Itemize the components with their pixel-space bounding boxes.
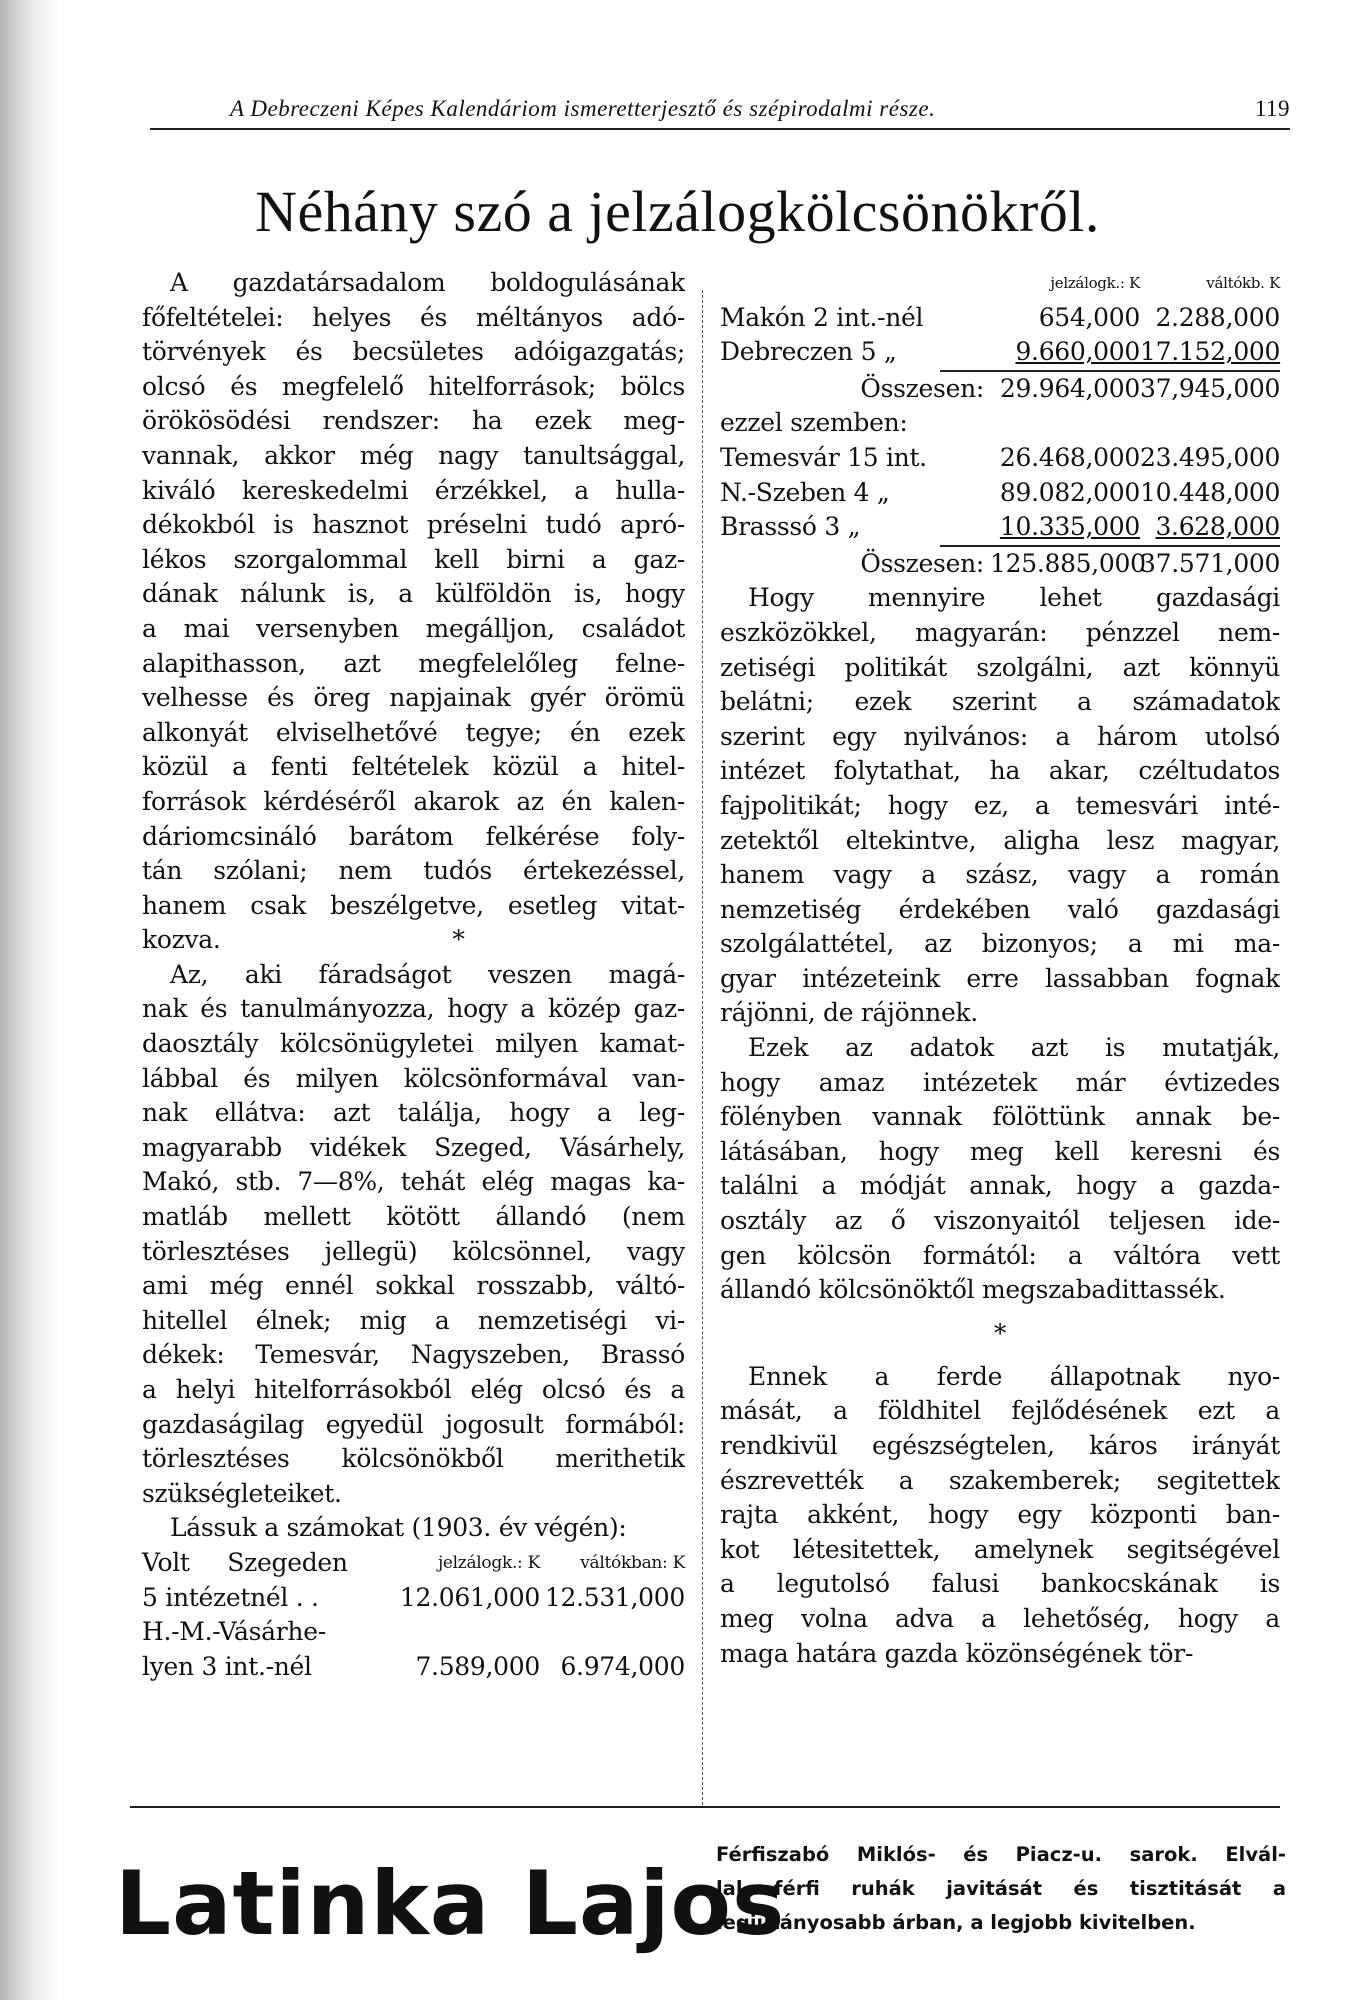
running-head bbox=[150, 90, 1290, 130]
table-row bbox=[720, 301, 1280, 336]
table-row bbox=[720, 335, 1280, 370]
text-line: alkonyát elviselhetővé tegye; én ezek bbox=[142, 717, 685, 747]
text-line: vannak, akkor még nagy tanultsággal, bbox=[142, 440, 685, 470]
text-line: nemzetiség érdekében való gazdasági bbox=[720, 894, 1280, 924]
text-line: szükségleteiket. bbox=[142, 1478, 342, 1508]
text-line: nak és tanulmányozza, hogy a közép gaz- bbox=[142, 994, 685, 1024]
text-line: törlesztéses kölcsönökből merithetik bbox=[142, 1444, 685, 1474]
text-line: törlesztéses jellegü) kölcsönnel, vagy bbox=[142, 1236, 685, 1266]
text-line: velhesse és öreg napjainak gyér örömü bbox=[142, 683, 685, 713]
text-line: szerint egy nyilvános: a három utolsó bbox=[720, 721, 1280, 751]
text-line: dékek: Temesvár, Nagyszeben, Brassó bbox=[142, 1340, 685, 1370]
text-line: tán szólani; nem tudós értekezéssel, bbox=[142, 856, 685, 886]
mortgage-value: 10.335,000 bbox=[999, 512, 1140, 542]
text-line: szolgálattétel, az bizonyos; a mi ma- bbox=[720, 929, 1280, 959]
row-label: lyen 3 int.-nél bbox=[142, 1651, 312, 1681]
text-line: hanem csak beszélgetve, esetleg vitat- bbox=[142, 890, 685, 920]
total-bills: 37.571,000 bbox=[1140, 548, 1281, 578]
text-line: dának nálunk is, a külföldön is, hogy bbox=[142, 579, 685, 609]
text-line: kot létesitettek, amelynek segitségével bbox=[720, 1534, 1280, 1564]
header-rule bbox=[150, 128, 1290, 130]
column-divider bbox=[702, 290, 703, 1805]
row-label: Debreczen 5 „ bbox=[720, 337, 897, 367]
table-total-row bbox=[720, 372, 1280, 407]
text-line: közül a fenti feltételek közül a hitel- bbox=[142, 752, 685, 782]
left-paragraph-1 bbox=[142, 266, 685, 958]
col-header-bills: váltókban: K bbox=[580, 1552, 685, 1573]
advertisement-text bbox=[716, 1838, 1286, 1940]
table-total-row bbox=[720, 547, 1280, 582]
text-line: fölényben vannak fölöttünk annak be- bbox=[720, 1102, 1280, 1132]
text-line: rájönni, de rájönnek. bbox=[720, 998, 978, 1028]
text-line: Az, aki fáradságot veszen magá- bbox=[170, 959, 685, 989]
text-line: látásában, hogy meg kell keresni és bbox=[720, 1136, 1280, 1166]
bills-value: 3.628,000 bbox=[1155, 512, 1280, 542]
text-line: főfeltételei: helyes és méltányos adó- bbox=[142, 302, 685, 332]
text-line: zetektől eltekintve, aligha lesz magyar, bbox=[720, 825, 1280, 855]
right-paragraph-3 bbox=[720, 1360, 1280, 1671]
table-row bbox=[720, 476, 1280, 511]
table-row bbox=[720, 441, 1280, 476]
text-line: gen kölcsön formától: a váltóra vett bbox=[720, 1240, 1280, 1270]
text-line: hanem vagy a szász, vagy a román bbox=[720, 860, 1280, 890]
mortgage-value: 26.468,000 bbox=[999, 442, 1140, 472]
text-line: Ennek a ferde állapotnak nyo- bbox=[748, 1361, 1280, 1391]
table-header-row bbox=[720, 266, 1280, 301]
text-line: törvények és becsületes adóigazgatás; bbox=[142, 337, 685, 367]
advertiser-name: Latinka Lajos bbox=[115, 1852, 786, 1955]
section-separator: * bbox=[452, 925, 465, 955]
text-line: a helyi hitelforrásokból elég olcsó és a bbox=[142, 1375, 685, 1404]
text-line: gazdaságilag egyedül jogosult formából: bbox=[142, 1409, 685, 1439]
row-label: Temesvár 15 int. bbox=[720, 442, 927, 472]
bills-value: 23.495,000 bbox=[1140, 442, 1281, 472]
text-line: alapithasson, azt megfelelőleg felne- bbox=[142, 648, 685, 678]
article-title: Néhány szó a jelzálogkölcsönökről. bbox=[255, 179, 1100, 244]
text-line: lékos szorgalommal kell birni a gaz- bbox=[142, 544, 685, 574]
text-line: találni a módját annak, hogy a gazda- bbox=[720, 1171, 1280, 1201]
text-line: zetiségi politikát szolgálni, azt könnyü bbox=[720, 652, 1280, 682]
bills-value: 10.448,000 bbox=[1140, 477, 1281, 507]
text-line: Ezek az adatok azt is mutatják, bbox=[748, 1033, 1280, 1063]
right-paragraph-2 bbox=[720, 1031, 1280, 1308]
row-label: Makón 2 int.-nél bbox=[720, 302, 924, 332]
text-line: Makó, stb. 7—8%, tehát elég magas ka- bbox=[142, 1167, 685, 1197]
text-line: olcsó és megfelelő hitelforrások; bölcs bbox=[142, 371, 685, 401]
col-header-mortgage: jelzálogk.: K bbox=[1050, 274, 1140, 292]
text-line: rajta akként, hogy egy központi ban- bbox=[720, 1500, 1280, 1530]
text-line: lábbal és milyen kölcsönformával van- bbox=[142, 1063, 685, 1093]
text-line: dáriomcsináló barátom felkérése foly- bbox=[142, 821, 685, 851]
mortgage-value: 12.061,000 bbox=[399, 1582, 540, 1612]
text-line: kiváló kereskedelmi érzékkel, a hulla- bbox=[142, 475, 685, 505]
col-header-mortgage: jelzálogk.: K bbox=[437, 1552, 540, 1573]
text-line: matláb mellett kötött állandó (nem bbox=[142, 1202, 685, 1232]
total-mortgage: 125.885,000 bbox=[990, 548, 1146, 578]
text-line: források kérdéséről akarok az én kalen- bbox=[142, 786, 685, 816]
text-line: hitellel élnek; mig a nemzetiségi vi- bbox=[142, 1305, 685, 1335]
text-line: meg volna adva a lehetőség, hogy a bbox=[720, 1603, 1280, 1633]
table-row bbox=[720, 510, 1280, 545]
text-line: belátni; ezek szerint a számadatok bbox=[720, 687, 1280, 717]
left-column bbox=[142, 266, 685, 1684]
text-line: osztály az ő viszonyaitól teljesen ide- bbox=[720, 1206, 1280, 1236]
bills-value: 2.288,000 bbox=[1155, 302, 1280, 332]
text-line: A gazdatársadalom boldogulásának bbox=[170, 268, 685, 297]
advertisement-rule bbox=[130, 1806, 1280, 1808]
ad-text-line: legjutányosabb árban, a legjobb kivitelben. bbox=[716, 1911, 1196, 1934]
text-line: állandó kölcsönöktől megszabadittassék. bbox=[720, 1275, 1226, 1305]
left-paragraph-3-intro: Lássuk a számokat (1903. év végén): bbox=[170, 1513, 627, 1543]
row-label: N.-Szeben 4 „ bbox=[720, 477, 890, 507]
mortgage-value: 89.082,000 bbox=[999, 477, 1140, 507]
text-line: észrevették a szakemberek; segitettek bbox=[720, 1465, 1280, 1495]
text-line: Hogy mennyire lehet gazdasági bbox=[748, 583, 1280, 613]
row-label: H.-M.-Vásárhe- bbox=[142, 1617, 326, 1647]
total-label: Összesen: bbox=[860, 548, 984, 578]
text-line: ami még ennél sokkal rosszabb, váltó- bbox=[142, 1271, 685, 1301]
text-line: nak ellátva: azt találja, hogy a leg- bbox=[142, 1098, 685, 1128]
text-line: maga határa gazda közönségének tör- bbox=[720, 1638, 1194, 1668]
right-paragraph-1 bbox=[720, 581, 1280, 1031]
bills-value: 6.974,000 bbox=[560, 1651, 685, 1681]
bills-value: 17.152,000 bbox=[1140, 337, 1281, 367]
text-line: rendkivül egészségtelen, káros irányát bbox=[720, 1431, 1280, 1460]
text-line: magyarabb vidékek Szeged, Vásárhely, bbox=[142, 1132, 685, 1162]
page-number: 119 bbox=[1254, 96, 1290, 121]
table-row-label: Volt Szegeden bbox=[142, 1547, 348, 1577]
text-line: daosztály kölcsönügyletei milyen kamat- bbox=[142, 1029, 685, 1059]
right-column bbox=[720, 266, 1280, 1671]
nationality-regions-table bbox=[720, 441, 1280, 545]
ad-text-line: Férfiszabó Miklós- és Piacz-u. sarok. Elvál- bbox=[716, 1843, 1286, 1866]
text-line: örökösödési rendszer: ha ezek meg- bbox=[142, 406, 685, 436]
mortgage-value: 7.589,000 bbox=[415, 1651, 540, 1681]
text-line: gyar intézeteink erre lassabban fognak bbox=[720, 963, 1280, 993]
text-line: hogy amaz intézetek már évtizedes bbox=[720, 1067, 1280, 1097]
section-separator: * bbox=[993, 1318, 1007, 1348]
text-line: kozva. bbox=[142, 925, 221, 955]
debrecen-mako-table bbox=[720, 301, 1280, 370]
text-line: mását, a földhitel fejlődésének ezt a bbox=[720, 1396, 1280, 1426]
text-line: intézet folytathat, ha akar, czéltudatos bbox=[720, 756, 1280, 786]
bills-value: 12.531,000 bbox=[544, 1582, 685, 1612]
text-line: eszközökkel, magyarán: pénzzel nem- bbox=[720, 617, 1280, 647]
row-label: Brasssó 3 „ bbox=[720, 512, 861, 542]
table-row bbox=[142, 1650, 685, 1685]
mortgage-value: 9.660,000 bbox=[1015, 337, 1140, 367]
running-title: A Debreczeni Képes Kalendáriom ismeretterjesztő és szépirodalmi része. bbox=[230, 96, 936, 121]
scan-binding-shadow bbox=[0, 0, 60, 2000]
col-header-bills: váltókb. K bbox=[1206, 274, 1280, 292]
mortgage-value: 654,000 bbox=[1038, 302, 1140, 332]
total-label: Összesen: bbox=[860, 373, 984, 403]
table-row bbox=[142, 1615, 685, 1650]
szeged-vasarhely-table bbox=[142, 1546, 685, 1684]
row-label: 5 intézetnél . . bbox=[142, 1582, 319, 1612]
bills-value bbox=[540, 1615, 685, 1650]
text-line: dékokból is hasznot préselni tudó apró- bbox=[142, 510, 685, 540]
total-mortgage: 29.964,000 bbox=[999, 373, 1140, 403]
text-line: a mai versenyben megálljon, családot bbox=[142, 613, 685, 643]
text-line: fajpolitikát; hogy ez, a temesvári inté- bbox=[720, 790, 1280, 820]
contrast-label: ezzel szemben: bbox=[720, 408, 908, 438]
total-bills: 37,945,000 bbox=[1140, 373, 1281, 403]
left-paragraph-2 bbox=[142, 958, 685, 1512]
mortgage-value bbox=[385, 1615, 540, 1650]
table-header-row bbox=[142, 1546, 685, 1581]
ad-text-line: lal férfi ruhák javitását és tisztitását a bbox=[716, 1877, 1286, 1900]
table-row bbox=[142, 1581, 685, 1616]
text-line: a legutolsó falusi bankocskának is bbox=[720, 1569, 1280, 1599]
